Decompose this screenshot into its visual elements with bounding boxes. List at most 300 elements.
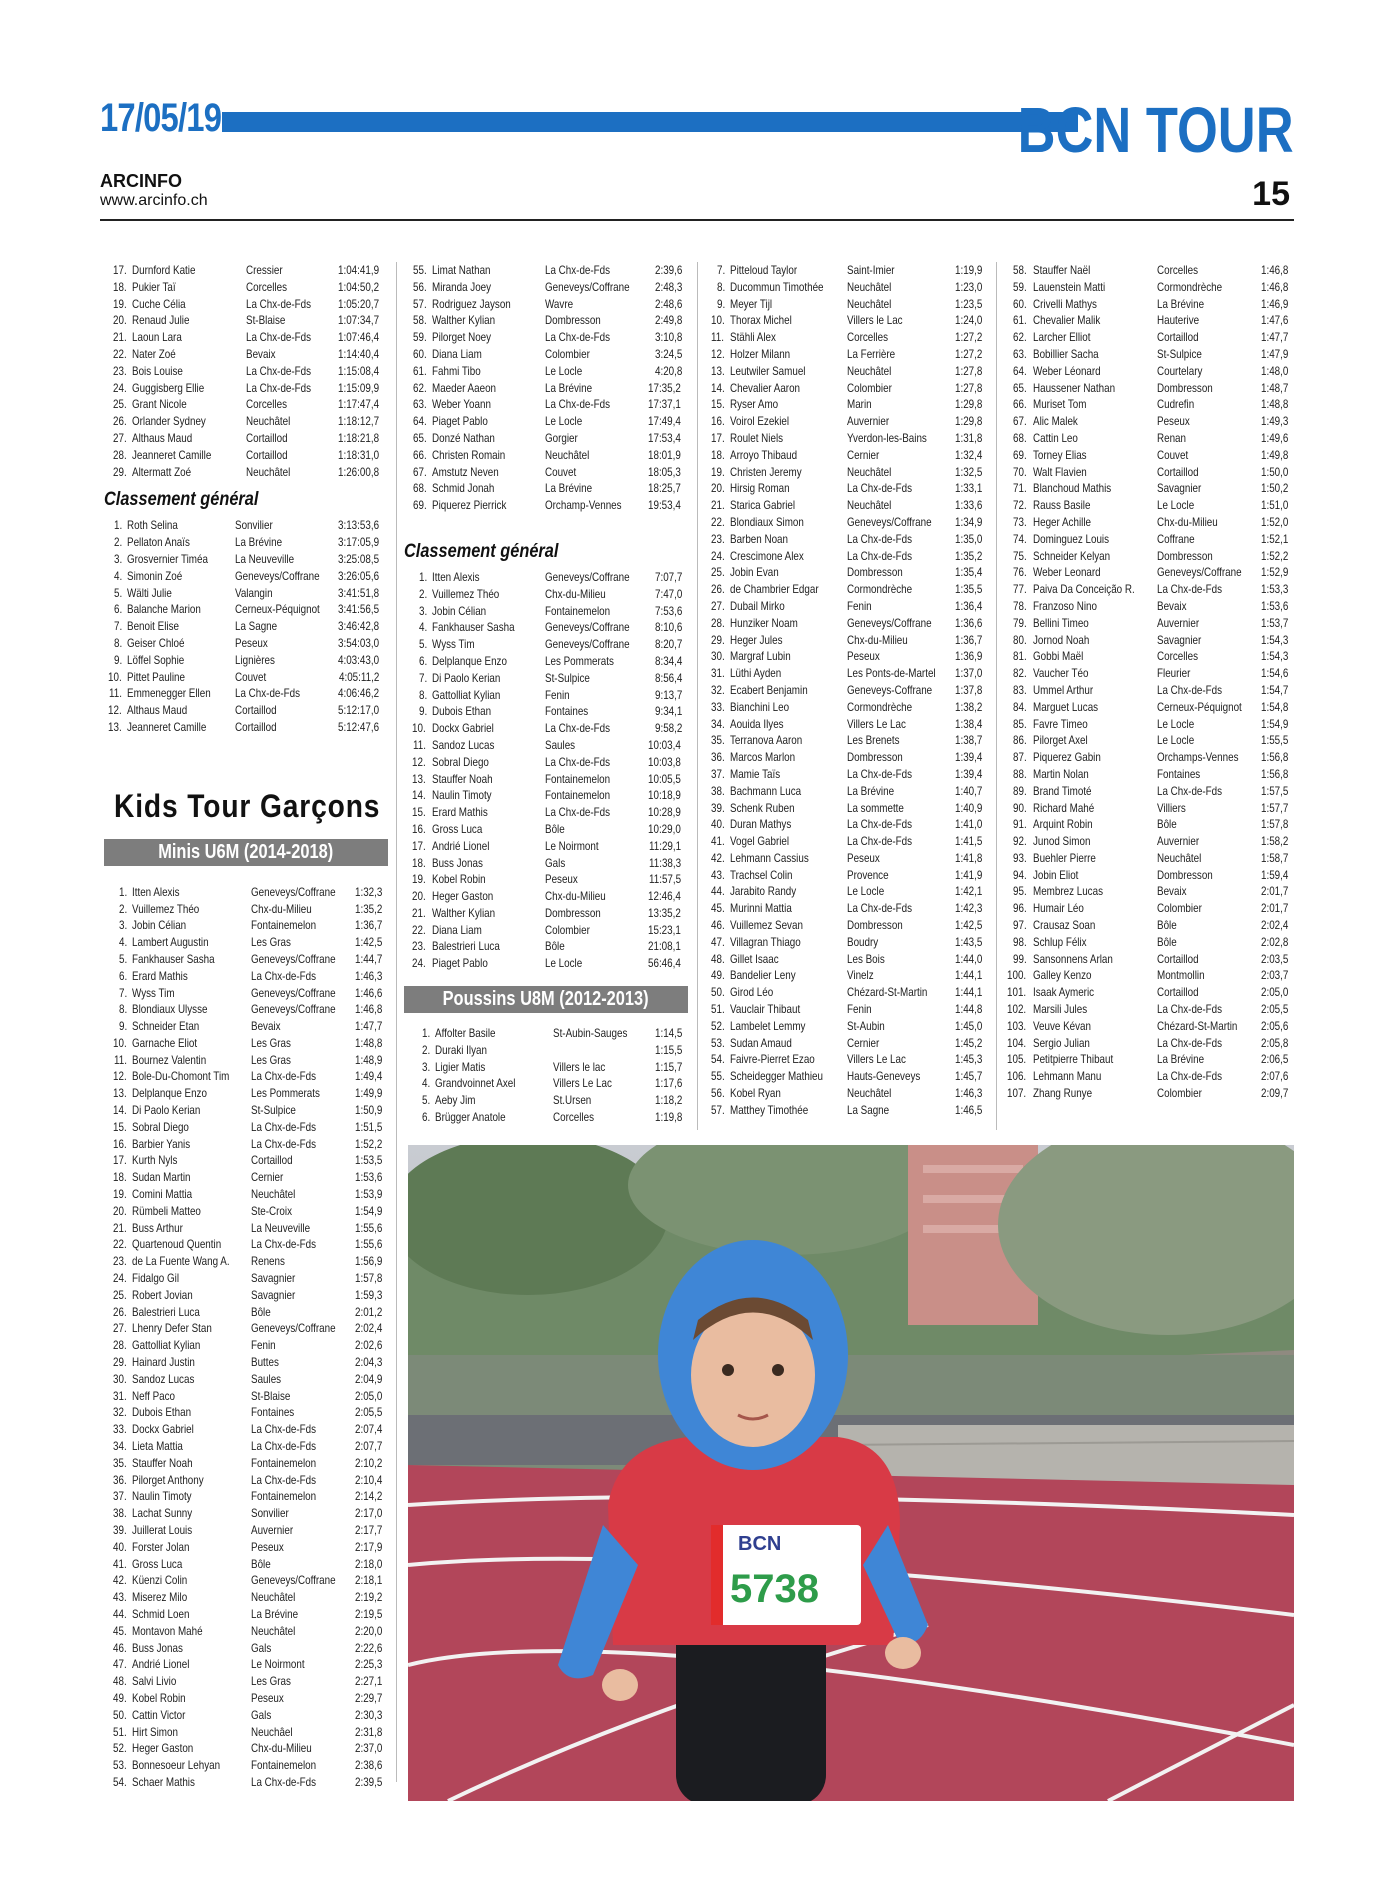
result-locality: Les Gras [251, 1052, 292, 1067]
result-row [104, 517, 388, 534]
result-rank: 76. [1013, 565, 1028, 580]
result-locality: Geneveys-Coffrane [846, 682, 932, 697]
result-name: Rodriguez Jayson [432, 296, 511, 311]
result-rank: 42. [112, 1573, 127, 1588]
result-row [104, 1522, 388, 1539]
result-row [404, 871, 688, 888]
result-time: 1:59,3 [354, 1287, 382, 1302]
result-locality: Cormondrèche [846, 699, 912, 714]
result-row [104, 1270, 388, 1287]
result-locality: La Chx-de-Fds [544, 397, 610, 412]
result-name: Galley Kenzo [1033, 968, 1092, 983]
result-name: Aouida Ilyes [730, 716, 784, 731]
result-name: Weber Léonard [1033, 363, 1101, 378]
result-rank: 5. [418, 637, 427, 652]
result-row [704, 464, 988, 481]
result-time: 2:07,6 [1260, 1069, 1288, 1084]
result-locality: Dombresson [846, 750, 903, 765]
result-rank: 75. [1013, 548, 1028, 563]
header-divider [100, 219, 1294, 221]
bib-brand: BCN [738, 1533, 782, 1555]
result-rank: 77. [1013, 582, 1028, 597]
result-row [704, 716, 988, 733]
result-locality: Fontainemelon [251, 1758, 317, 1773]
result-row [104, 1606, 388, 1623]
race-photo [408, 1145, 1294, 1801]
result-time: 1:58,2 [1260, 834, 1288, 849]
result-row [104, 1001, 388, 1018]
result-name: Faivre-Pierret Ezao [730, 1052, 816, 1067]
result-time: 1:57,8 [354, 1271, 382, 1286]
result-rank: 82. [1013, 666, 1028, 681]
result-time: 1:53,5 [354, 1153, 382, 1168]
result-locality: Geneveys/Coffrane [251, 985, 337, 1000]
result-time: 1:44,8 [954, 1002, 982, 1017]
result-time: 2:17,0 [354, 1506, 382, 1521]
result-row [104, 447, 388, 464]
result-locality: Cormondrèche [846, 582, 912, 597]
results-table [104, 517, 388, 735]
result-row [404, 586, 688, 603]
result-rank: 90. [1013, 800, 1028, 815]
result-rank: 21. [710, 498, 725, 513]
result-locality: Peseux [234, 635, 268, 650]
result-rank: 18. [112, 1170, 127, 1185]
result-name: Sudan Amaud [730, 1035, 793, 1050]
result-row [404, 838, 688, 855]
result-rank: 10. [710, 313, 725, 328]
result-name: Marguet Lucas [1033, 699, 1099, 714]
result-locality: La Chx-de-Fds [846, 834, 912, 849]
result-row [704, 430, 988, 447]
result-name: Roulet Niels [730, 430, 784, 445]
result-row [704, 850, 988, 867]
result-locality: Neuchâtel [1157, 850, 1202, 865]
result-locality: Peseux [846, 850, 880, 865]
result-time: 1:35,2 [954, 548, 982, 563]
result-rank: 20. [710, 481, 725, 496]
result-row [104, 1673, 388, 1690]
result-rank: 4. [114, 568, 123, 583]
result-row [404, 1092, 688, 1109]
result-rank: 26. [112, 1304, 127, 1319]
result-rank: 18. [710, 447, 725, 462]
result-time: 1:53,7 [1260, 615, 1288, 630]
result-rank: 1. [421, 1026, 431, 1041]
result-row [104, 1220, 388, 1237]
result-row [1004, 1001, 1294, 1018]
result-row [104, 1421, 388, 1438]
result-locality: Bôle [1157, 918, 1177, 933]
result-time: 1:49,9 [354, 1086, 382, 1101]
result-rank: 10. [107, 669, 122, 684]
result-time: 18:25,7 [647, 481, 681, 496]
result-time: 1:55,6 [354, 1237, 382, 1252]
result-row [1004, 380, 1294, 397]
result-name: Holzer Milann [730, 346, 791, 361]
result-row [404, 329, 688, 346]
result-row [104, 1136, 388, 1153]
result-rank: 1. [418, 569, 427, 584]
result-locality: Savagnier [1157, 632, 1202, 647]
result-name: Margraf Lubin [730, 649, 791, 664]
result-rank: 29. [112, 464, 127, 479]
result-locality: Dombresson [1157, 548, 1214, 563]
result-row [1004, 296, 1294, 313]
result-row [104, 1068, 388, 1085]
result-rank: 43. [112, 1590, 127, 1605]
result-rank: 19. [412, 872, 426, 887]
result-name: Guggisberg Ellie [132, 380, 205, 395]
result-row [704, 917, 988, 934]
result-name: Balanche Marion [127, 602, 202, 617]
result-name: Robert Jovian [132, 1287, 194, 1302]
result-rank: 35. [112, 1455, 127, 1470]
result-name: Bois Louise [132, 363, 184, 378]
result-rank: 22. [112, 346, 127, 361]
result-rank: 25. [710, 565, 725, 580]
result-rank: 65. [1013, 380, 1028, 395]
result-rank: 8. [418, 687, 427, 702]
result-row [104, 1539, 388, 1556]
publication-name: ARCINFO [100, 171, 182, 191]
result-time: 1:54,3 [1260, 632, 1288, 647]
column-divider [697, 262, 698, 1130]
result-row [104, 1724, 388, 1741]
result-time: 1:42,5 [954, 918, 982, 933]
result-locality: Boudry [846, 934, 878, 949]
result-rank: 101. [1006, 985, 1026, 1000]
result-locality: Auvernier [846, 414, 889, 429]
result-locality: La sommette [846, 800, 904, 815]
result-rank: 3. [119, 918, 128, 933]
result-rank: 7. [717, 263, 726, 277]
result-locality: Fontaines [1157, 766, 1201, 781]
result-row [704, 615, 988, 632]
result-locality: Provence [846, 867, 889, 882]
result-row [104, 951, 388, 968]
result-time: 1:54,9 [1260, 716, 1288, 731]
result-time: 2:01,7 [1260, 884, 1288, 899]
result-name: Wyss Tim [431, 637, 475, 652]
result-name: Isaak Aymeric [1033, 985, 1095, 1000]
result-rank: 26. [710, 582, 725, 597]
result-locality: Corcelles [846, 330, 888, 345]
result-name: Bobillier Sacha [1033, 346, 1099, 361]
result-time: 2:29,7 [354, 1690, 382, 1705]
result-rank: 5. [421, 1093, 431, 1108]
result-time: 2:38,6 [354, 1758, 382, 1773]
result-row [1004, 1035, 1294, 1052]
result-row [404, 787, 688, 804]
result-rank: 60. [1013, 296, 1028, 311]
result-locality: Courtelary [1157, 363, 1203, 378]
result-rank: 4. [119, 935, 128, 950]
results-table [1004, 262, 1294, 1102]
result-row [1004, 464, 1294, 481]
result-row [404, 464, 688, 481]
result-row [404, 312, 688, 329]
result-rank: 11. [108, 686, 122, 701]
result-time: 1:53,9 [354, 1187, 382, 1202]
result-rank: 74. [1013, 531, 1028, 546]
result-time: 2:22,6 [354, 1640, 382, 1655]
result-rank: 47. [710, 934, 725, 949]
result-time: 1:48,8 [354, 1035, 382, 1050]
result-locality: Orchamp-Vennes [544, 498, 622, 513]
result-name: Pellaton Anaïs [127, 535, 191, 550]
result-name: Heger Gaston [132, 1741, 194, 1756]
result-name: Brügger Anatole [435, 1110, 506, 1125]
result-row [104, 1287, 388, 1304]
result-name: Piaget Pablo [431, 956, 488, 971]
result-locality: La Brévine [234, 535, 282, 550]
result-locality: Les Pommerats [251, 1086, 321, 1101]
result-row [704, 598, 988, 615]
publication-url[interactable]: www.arcinfo.ch [100, 192, 208, 209]
result-rank: 17. [412, 838, 426, 853]
result-locality: Bôle [251, 1556, 272, 1571]
result-time: 1:48,0 [1260, 363, 1288, 378]
result-time: 1:07:34,7 [337, 313, 379, 328]
result-row [104, 1203, 388, 1220]
result-locality: La Brévine [846, 783, 894, 798]
result-row [104, 618, 388, 635]
result-locality: Cerneux-Péquignot [234, 602, 320, 617]
result-locality: Fontaines [544, 704, 588, 719]
result-locality: La Chx-de-Fds [245, 330, 311, 345]
result-rank: 27. [112, 1321, 127, 1336]
result-locality: Villers le Lac [846, 313, 903, 328]
result-name: Jobin Evan [730, 565, 779, 580]
result-rank: 19. [112, 1187, 127, 1202]
result-rank: 17. [710, 430, 725, 445]
result-time: 1:49,6 [1260, 430, 1288, 445]
result-time: 1:41,0 [954, 817, 982, 832]
column-divider [396, 262, 397, 1782]
result-time: 10:03,4 [647, 737, 681, 752]
result-name: Naulin Timoty [431, 788, 492, 803]
result-time: 1:41,5 [954, 834, 982, 849]
result-time: 1:57,7 [1260, 800, 1288, 815]
result-locality: La Chx-de-Fds [1157, 1069, 1223, 1084]
header-accent-bar [222, 112, 1078, 132]
result-row [104, 413, 388, 430]
result-row [104, 262, 388, 279]
result-rank: 68. [1013, 430, 1028, 445]
result-row [404, 396, 688, 413]
result-locality: Le Locle [544, 363, 582, 378]
result-rank: 97. [1013, 918, 1028, 933]
result-time: 1:38,7 [954, 733, 982, 748]
result-rank: 38. [112, 1506, 127, 1521]
result-row [704, 1051, 988, 1068]
result-locality: Fontainemelon [251, 918, 317, 933]
result-name: Amstutz Neven [432, 464, 499, 479]
result-row [404, 1025, 688, 1042]
result-time: 1:38,2 [954, 699, 982, 714]
result-time: 1:27,2 [954, 330, 982, 345]
result-locality: Cormondrèche [1157, 279, 1223, 294]
result-name: Vauclair Thibaut [730, 1002, 801, 1017]
result-rank: 4. [421, 1076, 431, 1091]
result-locality: Geneveys/Coffrane [251, 1002, 337, 1017]
result-time: 1:48,7 [1260, 380, 1288, 395]
result-rank: 56. [412, 279, 427, 294]
result-rank: 105. [1006, 1052, 1026, 1067]
result-locality: Bôle [544, 939, 565, 954]
result-name: Schmid Jonah [432, 481, 495, 496]
result-locality: Le Locle [1157, 716, 1195, 731]
result-name: Chevalier Aaron [730, 380, 801, 395]
result-name: Renaud Julie [132, 313, 190, 328]
result-time: 2:25,3 [354, 1657, 382, 1672]
result-name: Geiser Chloé [127, 635, 185, 650]
result-time: 13:35,2 [647, 905, 681, 920]
result-rank: 51. [112, 1724, 127, 1739]
result-time: 1:15,5 [654, 1042, 682, 1057]
result-time: 2:05,8 [1260, 1035, 1288, 1050]
result-name: Arroyo Thibaud [730, 447, 798, 462]
result-name: Itten Alexis [431, 569, 480, 584]
result-row [704, 984, 988, 1001]
result-row [1004, 632, 1294, 649]
result-rank: 10. [412, 721, 426, 736]
result-row [404, 771, 688, 788]
result-rank: 93. [1013, 850, 1028, 865]
result-row [104, 312, 388, 329]
result-locality: Bevaix [251, 1019, 281, 1034]
result-rank: 2. [421, 1042, 431, 1057]
result-locality: Cerneux-Péquignot [1157, 699, 1243, 714]
result-name: Blondiaux Simon [730, 514, 805, 529]
result-time: 1:54,9 [354, 1203, 382, 1218]
result-name: Kobel Robin [431, 872, 486, 887]
result-row [104, 1438, 388, 1455]
result-name: Benoit Elise [127, 619, 180, 634]
result-locality: St-Aubin-Sauges [553, 1026, 628, 1041]
result-time: 1:45,7 [954, 1069, 982, 1084]
result-time: 2:10,4 [354, 1472, 382, 1487]
result-rank: 1. [114, 518, 123, 533]
result-rank: 26. [112, 414, 127, 429]
result-time: 1:33,6 [954, 498, 982, 513]
result-time: 2:05,0 [354, 1388, 382, 1403]
result-locality: Savagnier [1157, 481, 1202, 496]
result-rank: 14. [112, 1103, 127, 1118]
result-locality: Neuchâtel [846, 296, 891, 311]
result-rank: 49. [112, 1690, 127, 1705]
result-locality: La Sagne [846, 1102, 889, 1117]
result-locality: St.Ursen [553, 1093, 592, 1108]
result-rank: 28. [112, 447, 127, 462]
result-rank: 66. [1013, 397, 1028, 412]
result-name: Ducommun Timothée [730, 279, 824, 294]
result-row [104, 1052, 388, 1069]
result-locality: St-Sulpice [1157, 346, 1203, 361]
result-rank: 57. [710, 1102, 725, 1117]
result-time: 1:52,0 [1260, 514, 1288, 529]
result-row [104, 1186, 388, 1203]
result-time: 2:05,0 [1260, 985, 1288, 1000]
result-row [104, 329, 388, 346]
result-locality: Fontainemelon [544, 788, 610, 803]
result-time: 1:52,1 [1260, 531, 1288, 546]
result-time: 2:48,3 [654, 279, 682, 294]
result-locality: Bevaix [1157, 884, 1187, 899]
result-rank: 88. [1013, 766, 1028, 781]
result-row [104, 1757, 388, 1774]
result-rank: 66. [412, 447, 427, 462]
result-time: 1:49,3 [1260, 414, 1288, 429]
result-locality: Neuchâtel [846, 1086, 891, 1101]
result-row [704, 749, 988, 766]
result-row [404, 938, 688, 955]
result-row [704, 564, 988, 581]
result-time: 1:19,9 [954, 263, 982, 277]
result-locality: Les Gras [251, 935, 292, 950]
result-locality: Gals [251, 1707, 272, 1722]
result-name: Stähli Alex [730, 330, 777, 345]
result-time: 2:49,8 [654, 313, 682, 328]
result-row [404, 447, 688, 464]
result-rank: 8. [119, 1002, 128, 1017]
results-table [404, 569, 688, 972]
result-locality: Les Brenets [846, 733, 900, 748]
result-time: 1:50,9 [354, 1103, 382, 1118]
result-rank: 55. [710, 1069, 725, 1084]
result-rank: 3. [114, 551, 123, 566]
result-rank: 21. [412, 905, 426, 920]
result-name: Diana Liam [431, 922, 482, 937]
result-time: 1:46,9 [1260, 296, 1288, 311]
result-rank: 36. [112, 1472, 127, 1487]
result-rank: 71. [1013, 481, 1028, 496]
result-name: Torney Elias [1033, 447, 1087, 462]
result-row [1004, 480, 1294, 497]
result-time: 1:53,6 [354, 1170, 382, 1185]
result-rank: 73. [1013, 514, 1028, 529]
result-rank: 106. [1006, 1069, 1026, 1084]
result-row [704, 329, 988, 346]
result-name: Pittet Pauline [127, 669, 186, 684]
result-row [1004, 615, 1294, 632]
result-rank: 4. [418, 620, 427, 635]
result-rank: 86. [1013, 733, 1028, 748]
result-locality: Fenin [544, 687, 570, 702]
result-row [104, 1556, 388, 1573]
result-time: 15:23,1 [647, 922, 681, 937]
result-locality: Fontainemelon [544, 771, 610, 786]
result-locality: Chx-du-Milieu [544, 889, 606, 904]
result-time: 2:02,6 [354, 1338, 382, 1353]
result-row [404, 804, 688, 821]
result-locality: Neuchâtel [846, 498, 891, 513]
result-name: Andrié Lionel [431, 838, 490, 853]
result-name: de La Fuente Wang A. [132, 1254, 231, 1269]
result-rank: 95. [1013, 884, 1028, 899]
result-name: Delplanque Enzo [431, 653, 507, 668]
result-rank: 19. [710, 464, 725, 479]
result-rank: 11. [711, 330, 725, 345]
result-time: 1:46,8 [354, 1002, 382, 1017]
result-locality: Peseux [251, 1539, 285, 1554]
result-name: Fidalgo Gil [132, 1271, 180, 1286]
result-locality: La Chx-de-Fds [846, 901, 912, 916]
result-name: Comini Mattia [132, 1187, 193, 1202]
result-row [404, 619, 688, 636]
result-row [404, 279, 688, 296]
